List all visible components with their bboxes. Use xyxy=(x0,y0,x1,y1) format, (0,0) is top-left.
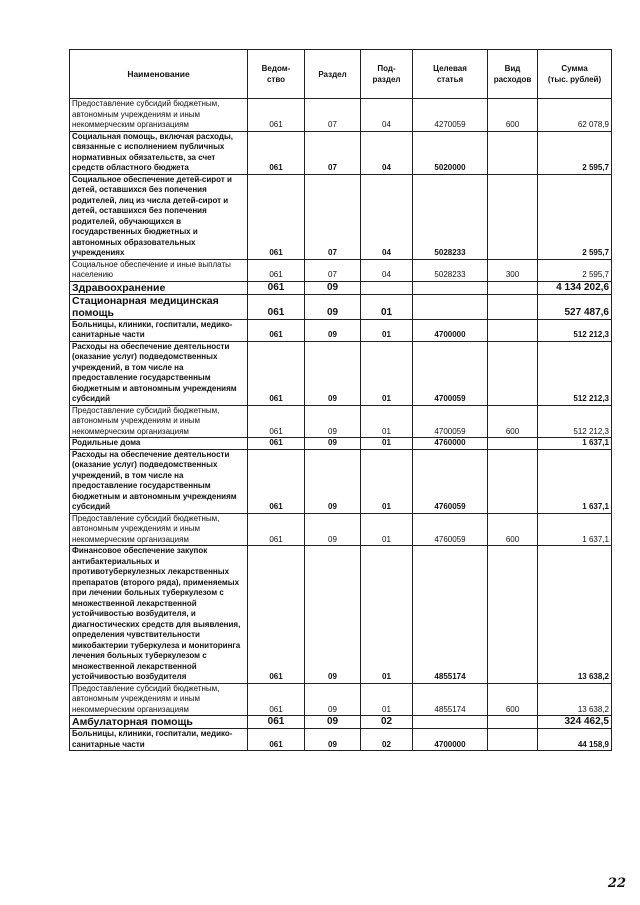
cell-razdel: 09 xyxy=(305,683,361,716)
table-row xyxy=(70,716,612,729)
cell-celevaya: 4855174 xyxy=(413,546,488,684)
cell-vid: 600 xyxy=(488,99,538,132)
cell-summa: 13 638,2 xyxy=(538,683,612,716)
cell-celevaya xyxy=(413,281,488,294)
cell-celevaya: 4700000 xyxy=(413,319,488,341)
cell-name: Предоставление субсидий бюджетным, автономным учреждениям и иным некоммерческим организациям xyxy=(70,99,248,132)
cell-name: Больницы, клиники, госпитали, медико-санитарные части xyxy=(70,729,248,751)
cell-name: Предоставление субсидий бюджетным, автономным учреждениям и иным некоммерческим организациям xyxy=(70,513,248,546)
cell-summa: 527 487,6 xyxy=(538,294,612,319)
cell-celevaya: 4760059 xyxy=(413,449,488,513)
cell-summa: 2 595,7 xyxy=(538,259,612,281)
cell-summa: 2 595,7 xyxy=(538,131,612,174)
cell-vid xyxy=(488,438,538,450)
cell-celevaya: 4760000 xyxy=(413,438,488,450)
cell-razdel: 09 xyxy=(305,716,361,729)
cell-ved: 061 xyxy=(248,174,305,259)
cell-celevaya: 4270059 xyxy=(413,99,488,132)
cell-podrazdel: 01 xyxy=(361,438,413,450)
header-name: Наименование xyxy=(70,50,248,99)
cell-podrazdel: 01 xyxy=(361,513,413,546)
table-row xyxy=(70,683,612,716)
cell-celevaya xyxy=(413,716,488,729)
table-row xyxy=(70,449,612,513)
cell-vid xyxy=(488,729,538,751)
table-row xyxy=(70,131,612,174)
cell-razdel: 09 xyxy=(305,341,361,405)
cell-name: Финансовое обеспечение закупок антибактериальных и противотуберкулезных лекарственных препаратов (второго ряда), применяемых при лечении больных туберкулезом с множественной лекарственной устойчивостью возбудителя, и диагностических средств для выявления, определения чувствительности микобактерии туберкулеза и мониторинга лечения больных туберкулезом с множественной лекарственной устойчивостью возбудителя xyxy=(70,546,248,684)
header-celevaya: Целевая статья xyxy=(413,50,488,99)
cell-celevaya: 4700059 xyxy=(413,341,488,405)
header-razdel: Раздел xyxy=(305,50,361,99)
cell-razdel: 07 xyxy=(305,131,361,174)
table-row xyxy=(70,546,612,684)
cell-podrazdel: 02 xyxy=(361,729,413,751)
table-header-row xyxy=(70,50,612,99)
cell-summa: 1 637,1 xyxy=(538,449,612,513)
table-row xyxy=(70,99,612,132)
cell-razdel: 07 xyxy=(305,99,361,132)
cell-summa: 44 158,9 xyxy=(538,729,612,751)
cell-razdel: 07 xyxy=(305,259,361,281)
cell-ved: 061 xyxy=(248,319,305,341)
cell-razdel: 09 xyxy=(305,405,361,438)
table-row xyxy=(70,174,612,259)
cell-podrazdel: 01 xyxy=(361,683,413,716)
table-row xyxy=(70,438,612,450)
cell-name: Расходы на обеспечение деятельности (оказание услуг) подведомственных учреждений, в том числе на предоставление государственным бюджетным и автономным учреждениям субсидий xyxy=(70,341,248,405)
cell-vid: 600 xyxy=(488,683,538,716)
cell-vid xyxy=(488,716,538,729)
cell-celevaya: 5020000 xyxy=(413,131,488,174)
cell-podrazdel xyxy=(361,281,413,294)
cell-ved: 061 xyxy=(248,341,305,405)
table-row xyxy=(70,281,612,294)
cell-podrazdel: 01 xyxy=(361,294,413,319)
cell-name: Здравоохранение xyxy=(70,281,248,294)
cell-podrazdel: 01 xyxy=(361,319,413,341)
cell-razdel: 09 xyxy=(305,281,361,294)
table-row xyxy=(70,259,612,281)
cell-ved: 061 xyxy=(248,513,305,546)
cell-ved: 061 xyxy=(248,729,305,751)
cell-celevaya: 4700000 xyxy=(413,729,488,751)
cell-ved: 061 xyxy=(248,546,305,684)
cell-podrazdel: 04 xyxy=(361,131,413,174)
cell-vid xyxy=(488,546,538,684)
cell-name: Предоставление субсидий бюджетным, автономным учреждениям и иным некоммерческим организациям xyxy=(70,405,248,438)
cell-razdel: 09 xyxy=(305,513,361,546)
cell-vid: 300 xyxy=(488,259,538,281)
cell-celevaya: 4855174 xyxy=(413,683,488,716)
cell-razdel: 09 xyxy=(305,546,361,684)
cell-vid xyxy=(488,131,538,174)
cell-name: Стационарная медицинская помощь xyxy=(70,294,248,319)
table-row xyxy=(70,294,612,319)
cell-name: Родильные дома xyxy=(70,438,248,450)
table-row xyxy=(70,319,612,341)
cell-razdel: 07 xyxy=(305,174,361,259)
page-number-mark: 22 xyxy=(607,876,626,891)
cell-ved: 061 xyxy=(248,99,305,132)
cell-name: Социальное обеспечение и иные выплаты населению xyxy=(70,259,248,281)
cell-podrazdel: 04 xyxy=(361,174,413,259)
cell-podrazdel: 01 xyxy=(361,405,413,438)
cell-podrazdel: 02 xyxy=(361,716,413,729)
cell-name: Предоставление субсидий бюджетным, автономным учреждениям и иным некоммерческим организациям xyxy=(70,683,248,716)
cell-summa: 512 212,3 xyxy=(538,319,612,341)
cell-ved: 061 xyxy=(248,294,305,319)
cell-podrazdel: 04 xyxy=(361,259,413,281)
cell-name: Расходы на обеспечение деятельности (оказание услуг) подведомственных учреждений, в том числе на предоставление государственным бюджетным и автономным учреждениям субсидий xyxy=(70,449,248,513)
cell-celevaya: 4700059 xyxy=(413,405,488,438)
cell-celevaya: 5028233 xyxy=(413,259,488,281)
cell-razdel: 09 xyxy=(305,438,361,450)
cell-ved: 061 xyxy=(248,405,305,438)
table-row xyxy=(70,729,612,751)
cell-vid: 600 xyxy=(488,513,538,546)
cell-ved: 061 xyxy=(248,281,305,294)
cell-razdel: 09 xyxy=(305,319,361,341)
cell-summa: 4 134 202,6 xyxy=(538,281,612,294)
cell-name: Социальное обеспечение детей-сирот и детей, оставшихся без попечения родителей, лиц из числа детей-сирот и детей, оставшихся без попечения родителей, обучающихся в государственных бюджетных и автономных образовательных учреждениях xyxy=(70,174,248,259)
cell-ved: 061 xyxy=(248,131,305,174)
cell-summa: 512 212,3 xyxy=(538,405,612,438)
table-row xyxy=(70,513,612,546)
header-ved: Ведом- ство xyxy=(248,50,305,99)
cell-vid xyxy=(488,281,538,294)
cell-summa: 2 595,7 xyxy=(538,174,612,259)
cell-vid xyxy=(488,294,538,319)
cell-podrazdel: 01 xyxy=(361,449,413,513)
cell-vid: 600 xyxy=(488,405,538,438)
header-summa: Сумма (тыс. рублей) xyxy=(538,50,612,99)
cell-podrazdel: 04 xyxy=(361,99,413,132)
cell-podrazdel: 01 xyxy=(361,546,413,684)
cell-podrazdel: 01 xyxy=(361,341,413,405)
cell-razdel: 09 xyxy=(305,449,361,513)
cell-summa: 1 637,1 xyxy=(538,513,612,546)
cell-razdel: 09 xyxy=(305,729,361,751)
cell-summa: 62 078,9 xyxy=(538,99,612,132)
cell-summa: 512 212,3 xyxy=(538,341,612,405)
cell-ved: 061 xyxy=(248,259,305,281)
cell-ved: 061 xyxy=(248,683,305,716)
cell-name: Амбулаторная помощь xyxy=(70,716,248,729)
cell-ved: 061 xyxy=(248,716,305,729)
cell-vid xyxy=(488,341,538,405)
cell-summa: 13 638,2 xyxy=(538,546,612,684)
cell-vid xyxy=(488,449,538,513)
header-podrazdel: Под- раздел xyxy=(361,50,413,99)
cell-name: Больницы, клиники, госпитали, медико-санитарные части xyxy=(70,319,248,341)
table-row xyxy=(70,341,612,405)
cell-vid xyxy=(488,174,538,259)
cell-celevaya xyxy=(413,294,488,319)
budget-table xyxy=(69,49,612,751)
cell-celevaya: 5028233 xyxy=(413,174,488,259)
header-vid: Вид расходов xyxy=(488,50,538,99)
table-row xyxy=(70,405,612,438)
cell-celevaya: 4760059 xyxy=(413,513,488,546)
cell-vid xyxy=(488,319,538,341)
cell-name: Социальная помощь, включая расходы, связанные с исполнением публичных нормативных обязательств, за счет средств областного бюджета xyxy=(70,131,248,174)
cell-razdel: 09 xyxy=(305,294,361,319)
cell-ved: 061 xyxy=(248,449,305,513)
cell-summa: 1 637,1 xyxy=(538,438,612,450)
cell-ved: 061 xyxy=(248,438,305,450)
cell-summa: 324 462,5 xyxy=(538,716,612,729)
